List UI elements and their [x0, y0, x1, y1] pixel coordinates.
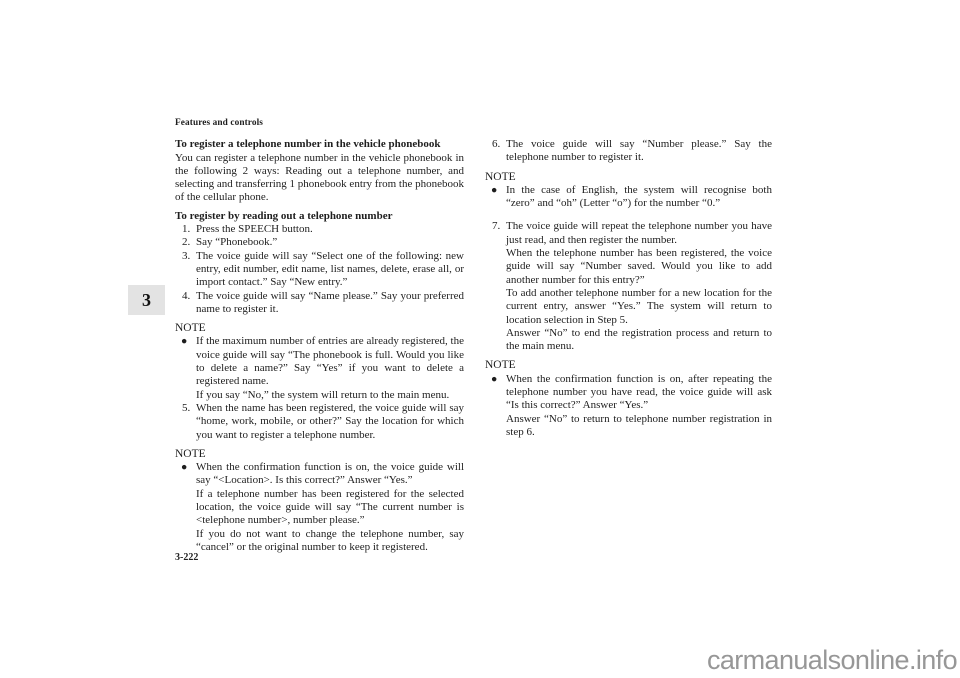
note-label: NOTE [485, 170, 516, 183]
paragraph-line: If you say “No,” the system will return to the main menu. [196, 388, 450, 401]
note-bullet-item [175, 335, 464, 401]
list-item [175, 223, 464, 236]
paragraph-line: Answer “No” to return to telephone number registration in step 6. [506, 412, 772, 438]
note-bullet-item [175, 461, 464, 554]
body-paragraph: You can register a telephone number in the vehicle phonebook in the following 2 ways: Reading out a telephone number, and selecting and transferring 1 phonebook entry from the phonebook of the cellular phone. [175, 151, 464, 204]
bullet-icon: ● [491, 184, 498, 196]
paragraph-line: Press the SPEECH button. [196, 223, 313, 236]
paragraph-line: When the confirmation function is on, after repeating the telephone number you have read, the voice guide will ask “Is this correct?” Answer “Yes.” [506, 372, 772, 412]
paragraph-line: If you do not want to change the telephone number, say “cancel” or the original number to keep it registered. [196, 527, 464, 553]
paragraph-line: When the name has been registered, the voice guide will say “home, work, mobile, or other?” Say the location for which you want to register a telephone number. [196, 401, 464, 441]
right-column [485, 138, 772, 439]
list-item [175, 290, 464, 317]
note-bullet-item [485, 373, 772, 439]
left-column [175, 117, 464, 554]
paragraph-line: The voice guide will say “Name please.” Say your preferred name to register it. [196, 289, 464, 315]
running-header: Features and controls [175, 118, 264, 128]
paragraph-line: If the maximum number of entries are already registered, the voice guide will say “The phonebook is full. Would you like to delete a name?” Say “Yes” if you want to delete a registered name. [196, 335, 464, 388]
list-number: 3. [182, 249, 191, 262]
list-item [485, 138, 772, 165]
paragraph-line: The voice guide will say “Select one of the following: new entry, edit number, edit name, list names, delete, erase all, or import contact.” Say “New entry.” [196, 249, 464, 289]
note-label: NOTE [175, 447, 206, 460]
list-item [485, 220, 772, 353]
list-number: 6. [492, 138, 501, 150]
bullet-icon: ● [491, 373, 498, 385]
paragraph-line: Answer “No” to end the registration process and return to the main menu. [506, 326, 772, 353]
list-item [175, 402, 464, 442]
paragraph-line: When the confirmation function is on, the voice guide will say “<Location>. Is this correct?” Answer “Yes.” [196, 461, 464, 487]
bullet-icon: ● [181, 462, 188, 474]
list-number: 1. [182, 223, 191, 236]
section-heading: To register by reading out a telephone number [175, 209, 393, 222]
paragraph-line: In the case of English, the system will recognise both “zero” and “oh” (Letter “o”) for the number “0.” [506, 183, 772, 210]
paragraph-line: If a telephone number has been registered for the selected location, the voice guide will say “The current number is <telephone number>, number please.” [196, 487, 464, 527]
list-item [175, 236, 464, 249]
paragraph-line: To add another telephone number for a new location for the current entry, answer “Yes.” The system will return to location selection in Step 5. [506, 286, 772, 326]
bullet-icon: ● [181, 336, 188, 348]
list-number: 2. [182, 236, 191, 249]
watermark: carmanualsonline.info [706, 645, 957, 675]
paragraph-line: The voice guide will repeat the telephone number you have just read, and then register the number. [506, 220, 772, 246]
list-item [175, 250, 464, 290]
page-number: 3-222 [175, 552, 199, 563]
section-heading: To register a telephone number in the vehicle phonebook [175, 138, 441, 151]
paragraph-line: The voice guide will say “Number please.” Say the telephone number to register it. [506, 138, 772, 164]
section-tab: 3 [128, 285, 165, 315]
paragraph-line: Say “Phonebook.” [196, 236, 278, 249]
note-label: NOTE [175, 322, 206, 335]
list-number: 5. [182, 401, 191, 414]
list-number: 4. [182, 289, 191, 302]
list-number: 7. [492, 220, 501, 233]
note-bullet-item [485, 184, 772, 211]
note-label: NOTE [485, 359, 516, 372]
paragraph-line: When the telephone number has been registered, the voice guide will say “Number saved. Would you like to add another number for this entry?” [506, 247, 772, 286]
